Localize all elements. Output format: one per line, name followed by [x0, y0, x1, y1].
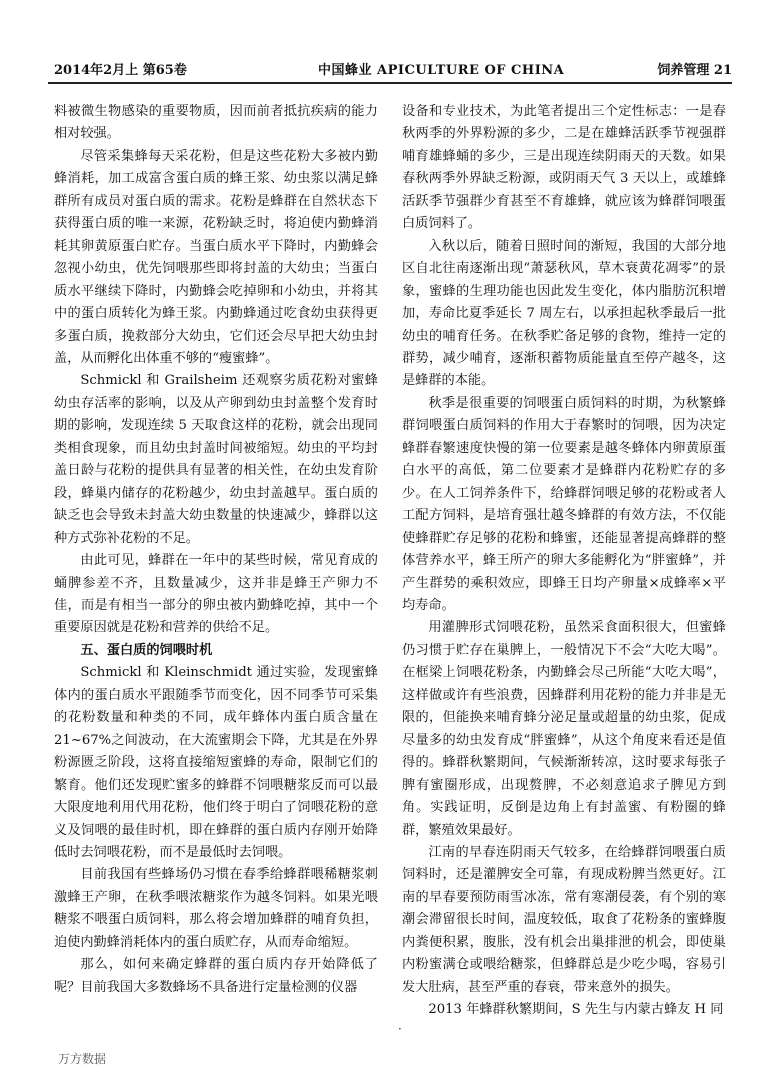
header-section-page: 饲养管理 21 [657, 63, 732, 78]
paragraph: 江南的早春连阴雨天气较多，在给蜂群饲喂蛋白质饲料时，还是灌脾安全可靠，有现成粉脾当然更好。江南的早春要预防雨雪冰冻，常有寒潮侵袭，有个别的寒潮会滞留很长时间，温度较低，取食了花粉条的蜜蜂腹内粪便积累，腹胀，没有机会出巢排泄的机会，即使巢内粉蜜满仓或喂给糖浆，但蜂群总是少吃少喝，容易引发大肚病，甚至严重的春衰，带来意外的损失。 [402, 844, 726, 995]
footer-watermark: 万方数据 [58, 1052, 107, 1066]
section-heading: 五、蛋白质的饲喂时机 [80, 642, 213, 658]
header-journal-title: 中国蜂业 APICULTURE OF CHINA [318, 63, 565, 78]
page-dot: · [398, 1022, 402, 1036]
right-text-column [402, 101, 726, 1022]
paragraph: 2013 年蜂群秋繁期间，S 先生与内蒙古蜂友 H 同 [428, 1002, 724, 1018]
paragraph: Schmickl 和 Grailsheim 还观察劣质花粉对蜜蜂幼虫存活率的影响，以及从产卵到幼虫封盖整个发育时期的影响，发现连续 5 天取食这样的花粉，就会出现同类相食现象，而且幼虫封盖时间被缩短。幼虫的平均封盖日龄与花粉的提供具有显著的相关性，在幼虫发育阶段，蜂巢内储存的花粉越少，幼虫封盖越早。蛋白质的缺乏也会导致未封盖大幼虫数量的快速减少，蜂群以这种方式弥补花粉的不足。 [54, 373, 378, 546]
left-text-column [54, 101, 378, 999]
paragraph: 尽管采集蜂每天采花粉，但是这些花粉大多被内勤蜂消耗，加工成富含蛋白质的蜂王浆、幼虫浆以满足蜂群所有成员对蛋白质的需求。花粉是蜂群在自然状态下获得蛋白质的唯一来源，花粉缺乏时，将迫使内勤蜂消耗其卵黄原蛋白贮存。当蛋白质水平下降时，内勤蜂会忽视小幼虫，优先饲喂那些即将封盖的大幼虫；当蛋白质水平继续下降时，内勤蜂会吃掉卵和小幼虫，并将其中的蛋白质转化为蜂王浆。内勤蜂通过吃食幼虫获得更多蛋白质，挽救部分大幼虫，它们还会尽早把大幼虫封盖，从而孵化出体重不够的“瘦蜜蜂”。 [54, 148, 378, 366]
paragraph: 用灌脾形式饲喂花粉，虽然采食面积很大，但蜜蜂仍习惯于贮存在巢脾上，一般情况下不会“大吃大喝”。在框梁上饲喂花粉条，内勤蜂会尽己所能“大吃大喝”，这样做或许有些浪费，因蜂群利用花粉的能力并非是无限的，但能换来哺育蜂分泌足量或超量的幼虫浆，促成尽量多的幼虫发育成“胖蜜蜂”，从这个角度来看还是值得的。蜂群秋繁期间，气候渐渐转凉，这时要求每张子脾有蜜圈形成，出现赘脾，不必刻意追求子脾见方到角。实践证明，反倒是边角上有封盖蜜、有粉圈的蜂群，繁殖效果最好。 [402, 620, 726, 838]
header-issue: 2014年2月上 第65卷 [54, 63, 187, 78]
running-header [48, 60, 732, 84]
paragraph: 目前我国有些蜂场仍习惯在春季给蜂群喂稀糖浆刺激蜂王产卵，在秋季喂浓糖浆作为越冬饲料。如果光喂糖浆不喂蛋白质饲料，那么将会增加蜂群的哺育负担，迫使内勤蜂消耗体内的蛋白质贮存，从而寿命缩短。 [54, 867, 378, 950]
paragraph: 由此可见，蜂群在一年中的某些时候，常见育成的蛹脾参差不齐，且数量减少，这并非是蜂王产卵力不佳，而是有相当一部分的卵虫被内勤蜂吃掉，其中一个重要原因就是花粉和营养的供给不足。 [54, 553, 378, 636]
paragraph: Schmickl 和 Kleinschmidt 通过实验，发现蜜蜂体内的蛋白质水平跟随季节而变化，因不同季节可采集的花粉数量和种类的不同，成年蜂体内蛋白质含量在 21~67%之间波动，在大流蜜期会下降，尤其是在外界粉源匮乏阶段，这将直接缩短蜜蜂的寿命，限制它们的繁育。他们还发现贮蜜多的蜂群不饲喂糖浆反而可以最大限度地利用代用花粉，他们终于明白了饲喂花粉的意义及饲喂的最佳时机，即在蜂群的蛋白质内存刚开始降低时去饲喂花粉，而不是最低时去饲喂。 [54, 665, 378, 860]
paragraph: 设备和专业技术，为此笔者提出三个定性标志：一是春秋两季的外界粉源的多少，二是在雄蜂活跃季节视强群哺育雄蜂蛹的多少，三是出现连续阴雨天的天数。如果春秋两季外界缺乏粉源，或阴雨天气 3 天以上，或雄蜂活跃季节强群少育甚至不育雄蜂，就应该为蜂群饲喂蛋白质饲料了。 [402, 104, 726, 232]
paragraph: 那么，如何来确定蜂群的蛋白质内存开始降低了呢？目前我国大多数蜂场不具备进行定量检测的仪器 [54, 957, 378, 995]
paragraph: 秋季是很重要的饲喂蛋白质饲料的时期，为秋繁蜂群饲喂蛋白质饲料的作用大于春繁时的饲喂，因为决定蜂群春繁速度快慢的第一位要素是越冬蜂体内卵黄原蛋白水平的高低，第二位要素才是蜂群内花粉贮存的多少。在人工饲养条件下，给蜂群饲喂足够的花粉或者人工配方饲料，是培育强壮越冬蜂群的有效方法，不仅能使蜂群贮存足够的花粉和蜂蜜，还能显著提高蜂群的整体营养水平，蜂王所产的卵大多能孵化为“胖蜜蜂”，并产生群势的乘积效应，即蜂王日均产卵量×成蜂率×平均寿命。 [402, 395, 726, 613]
paragraph: 入秋以后，随着日照时间的渐短，我国的大部分地区自北往南逐渐出现“萧瑟秋风，草木衰黄花凋零”的景象，蜜蜂的生理功能也因此发生变化，体内脂肪沉积增加，寿命比夏季延长 7 周左右，以承担起秋季最后一批幼虫的哺育任务。在秋季贮备足够的食物，维持一定的群势，减少哺育，逐渐积蓄物质能量直至停产越冬，这是蜂群的本能。 [402, 238, 726, 389]
paragraph: 料被微生物感染的重要物质，因而前者抵抗疾病的能力相对较强。 [54, 104, 378, 142]
